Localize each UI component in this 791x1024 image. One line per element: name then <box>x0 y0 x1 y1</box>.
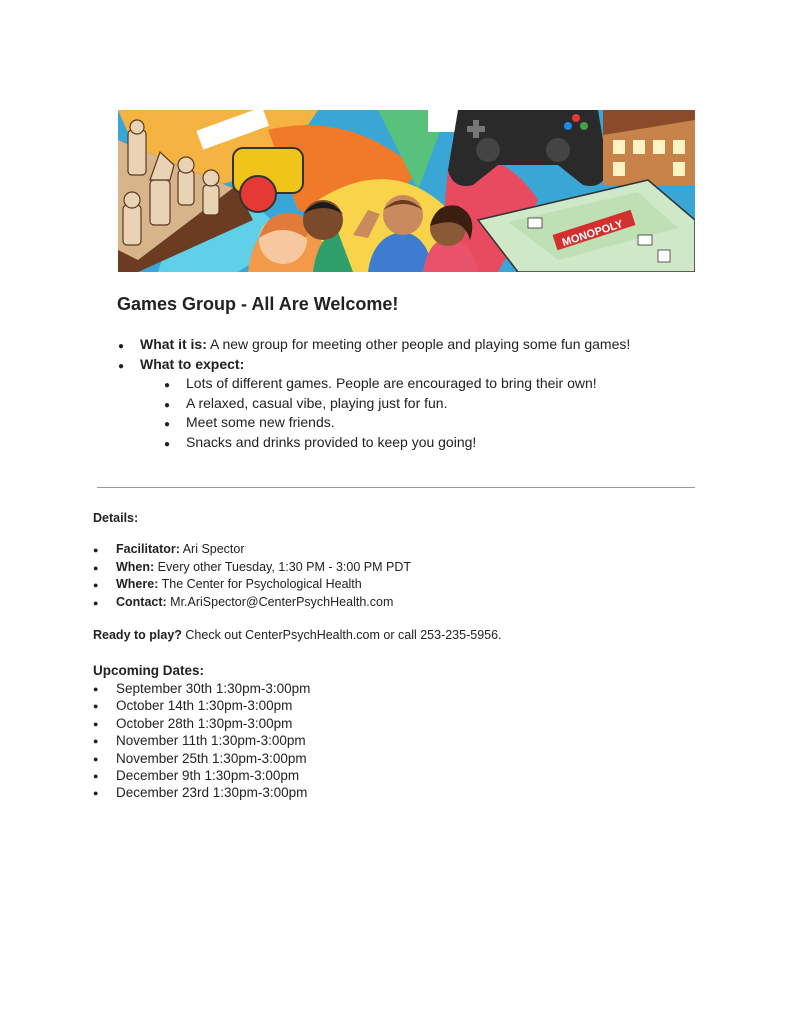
expect-label: What to expect: <box>140 355 245 372</box>
detail-where <box>116 576 411 594</box>
details-list <box>116 541 411 611</box>
when-value: Every other Tuesday, 1:30 PM - 3:00 PM PDT <box>154 559 412 574</box>
date-item: ● December 9th 1:30pm-3:00pm <box>116 767 310 784</box>
expect-item: ● Lots of different games. People are encouraged to bring their own! <box>186 374 630 394</box>
what-text: A new group for meeting other people and playing some fun games! <box>206 336 631 352</box>
intro-list <box>140 335 630 452</box>
details-heading: Details: <box>93 511 139 525</box>
where-label: Where: <box>116 577 159 591</box>
date-item: ● December 23rd 1:30pm-3:00pm <box>116 784 310 801</box>
date-item: ● September 30th 1:30pm-3:00pm <box>116 680 310 697</box>
facilitator-value: Ari Spector <box>179 542 245 556</box>
detail-facilitator <box>116 541 411 559</box>
where-value: The Center for Psychological Health <box>158 577 362 591</box>
date-item: ● November 11th 1:30pm-3:00pm <box>116 732 310 749</box>
expect-item: ● A relaxed, casual vibe, playing just for fun. <box>186 394 630 414</box>
date-item: ● October 14th 1:30pm-3:00pm <box>116 697 310 714</box>
contact-label: Contact: <box>116 594 167 609</box>
upcoming-dates-heading: Upcoming Dates: <box>93 663 205 678</box>
monopoly-logo-text: MONOPOLY <box>560 218 625 250</box>
ready-label: Ready to play? <box>93 628 182 642</box>
when-label: When: <box>116 559 155 574</box>
upcoming-dates-list <box>116 680 310 802</box>
list-item-what-to-expect <box>140 355 630 453</box>
houses <box>603 110 695 185</box>
horizontal-divider <box>97 487 695 488</box>
page-title: Games Group - All Are Welcome! <box>117 294 399 314</box>
expect-item: ● Snacks and drinks provided to keep you going! <box>186 433 630 453</box>
detail-contact <box>116 594 411 612</box>
what-label: What it is: <box>140 336 207 352</box>
date-item: ● October 28th 1:30pm-3:00pm <box>116 715 310 732</box>
ready-text: Check out CenterPsychHealth.com or call 253-235-5956. <box>181 628 502 642</box>
date-item: ● November 25th 1:30pm-3:00pm <box>116 750 310 767</box>
expect-item: ● Meet some new friends. <box>186 413 630 433</box>
facilitator-label: Facilitator: <box>116 542 180 556</box>
ready-to-play-line <box>93 628 502 642</box>
list-item-what-it-is <box>140 335 630 355</box>
detail-when <box>116 559 411 577</box>
expect-sublist <box>186 374 630 452</box>
contact-value: Mr.AriSpector@CenterPsychHealth.com <box>166 594 394 609</box>
games-banner-image <box>118 110 695 272</box>
